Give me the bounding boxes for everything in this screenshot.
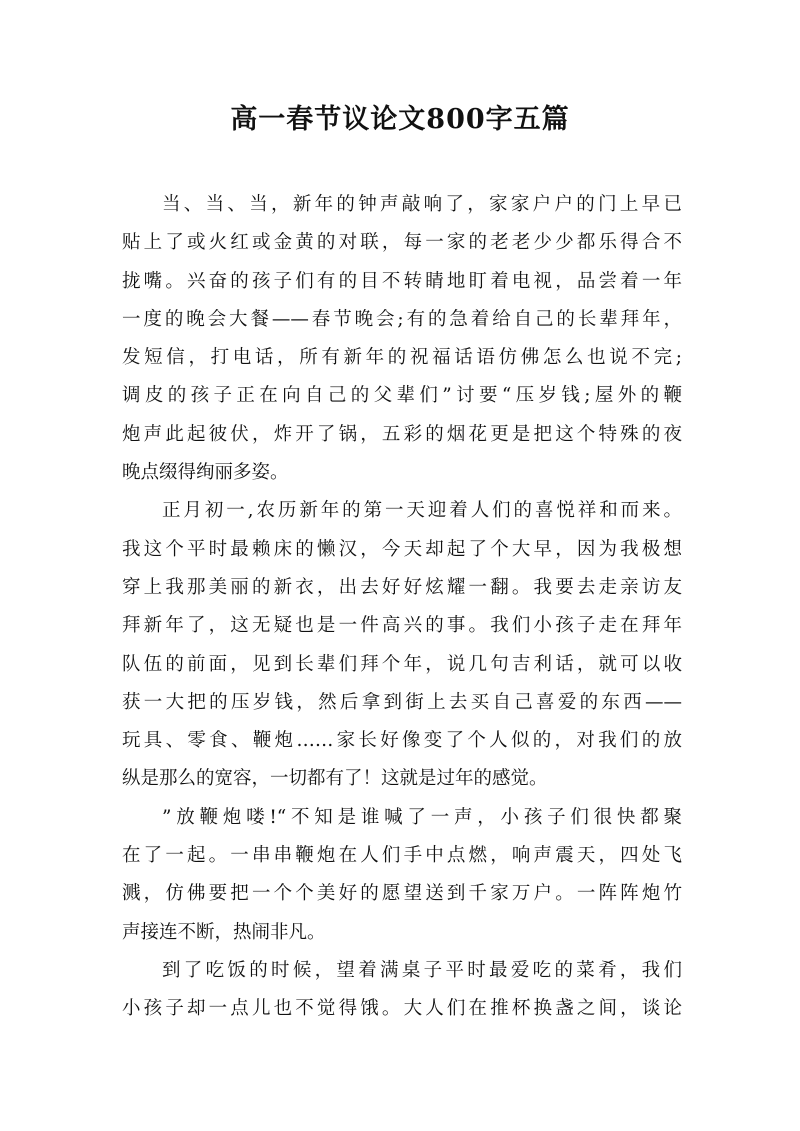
paragraph-1 (122, 186, 682, 492)
paragraph-line: 正月初一,农历新年的第一天迎着人们的喜悦祥和而来。 (162, 500, 682, 522)
paragraph-line: 队伍的前面，见到长辈们拜个年，说几句吉利话，就可以收 (122, 653, 682, 675)
paragraph-line: 调皮的孩子正在向自己的父辈们”讨要“压岁钱;屋外的鞭 (122, 385, 682, 407)
paragraph-line: 晚点缀得绚丽多姿。 (122, 462, 289, 484)
paragraph-line: 拢嘴。兴奋的孩子们有的目不转睛地盯着电视，品尝着一年 (122, 270, 682, 292)
paragraph-line: 小孩子却一点儿也不觉得饿。大人们在推杯换盏之间，谈论 (122, 998, 682, 1020)
paragraph-line: 发短信，打电话，所有新年的祝福话语仿佛怎么也说不完; (122, 347, 682, 369)
paragraph-3 (122, 799, 682, 952)
paragraph-2 (122, 492, 682, 798)
paragraph-line: 拜新年了，这无疑也是一件高兴的事。我们小孩子走在拜年 (122, 615, 682, 637)
paragraph-line: 炮声此起彼伏，炸开了锅，五彩的烟花更是把这个特殊的夜 (122, 423, 682, 445)
paragraph-line: 声接连不断，热闹非凡。 (122, 921, 326, 943)
paragraph-4 (122, 952, 682, 1029)
paragraph-line: ”放鞭炮喽!“不知是谁喊了一声，小孩子们很快都聚 (162, 806, 682, 828)
paragraph-line: 贴上了或火红或金黄的对联，每一家的老老少少都乐得合不 (122, 232, 682, 254)
paragraph-line: 当、当、当，新年的钟声敲响了，家家户户的门上早已 (162, 194, 682, 215)
paragraph-line: 一度的晚会大餐——春节晚会;有的急着给自己的长辈拜年， (122, 308, 682, 330)
paragraph-line: 穿上我那美丽的新衣，出去好好炫耀一翻。我要去走亲访友 (122, 576, 682, 598)
paragraph-line: 到了吃饭的时候，望着满桌子平时最爱吃的菜肴，我们 (162, 959, 682, 981)
paragraph-line: 纵是那么的宽容，一切都有了！这就是过年的感觉。 (122, 768, 548, 790)
paragraph-line: 获一大把的压岁钱，然后拿到街上去买自己喜爱的东西—— (122, 691, 682, 713)
paragraph-line: 玩具、零食、鞭炮……家长好像变了个人似的，对我们的放 (122, 730, 682, 752)
paragraph-line: 溅，仿佛要把一个个美好的愿望送到千家万户。一阵阵炮竹 (122, 883, 682, 905)
paragraph-line: 我这个平时最赖床的懒汉，今天却起了个大早，因为我极想 (122, 538, 682, 560)
document-body (122, 186, 682, 1029)
paragraph-line: 在了一起。一串串鞭炮在人们手中点燃，响声震天，四处飞 (122, 845, 682, 867)
document-title: 高一春节议论文800字五篇 (230, 104, 570, 135)
